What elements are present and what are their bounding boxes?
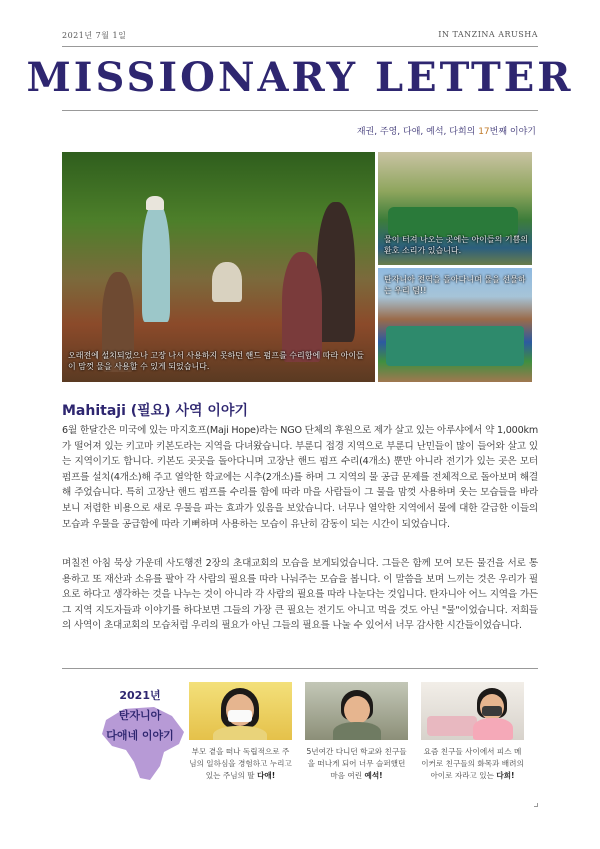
team-photo: [378, 268, 532, 382]
water-celebration-photo: [378, 152, 532, 265]
letter-date: 2021년 7월 1일: [62, 31, 127, 40]
hand-pump-photo: [62, 152, 375, 382]
top-right-caption: 물이 터져 나오는 곳에는 아이들의 기쁨의 환호 소리가 있습니다.: [384, 235, 529, 255]
yeseok-caption-text: 5년여간 다니던 학교와 친구들을 떠나게 되어 너무 슬퍼했던 마음 여린: [306, 747, 407, 780]
section-title: Mahitaji (필요) 사역 이야기: [62, 403, 248, 419]
bottom-divider: [62, 668, 538, 669]
daae-photo: [189, 682, 292, 740]
page-corner-mark: [534, 803, 538, 807]
subtitle-names: 재권, 주영, 다애, 예석, 다희의: [356, 127, 479, 137]
dahee-caption: [421, 746, 524, 782]
letter-location: IN TANZINA ARUSHA: [438, 30, 538, 39]
yeseok-name: 예석!: [364, 771, 383, 780]
dahee-caption-text: 요즘 친구들 사이에서 피스 메이커로 친구들의 화목과 배려의 아이로 자라고 있는: [421, 747, 524, 780]
dahee-name: 다희!: [496, 771, 515, 780]
country-label: 탄자니아: [118, 709, 162, 722]
page-title: MISSIONARY LETTER: [26, 54, 574, 101]
yeseok-photo: [305, 682, 408, 740]
dahee-photo: [421, 682, 524, 740]
top-divider: [62, 46, 538, 47]
year-label: 2021년: [119, 689, 161, 702]
body-paragraph-1: 6월 한달간은 미국에 있는 마지호프(Maji Hope)라는 NGO 단체의 후원으로 제가 살고 있는 아루샤에서 약 1,000km가 떨어져 있는 키고마 키본도라는 지역을 다녀왔습니다. 부룬디 접경 지역으로 부룬디 난민들이 많이 들어와 살고 있는 지역이기도 합니다. 키본도 곳곳을 돌아다니며 고장난 핸드 펌프 수리(4개소) 뿐만 아니라 전기가 있는 곳은 모터 펌프를 설치(4개소)해 주고 열악한 학교에는 시추(2개소)를 하며 그 지역의 물 공급 문제를 전체적으로 돌아보며 해결해 주었습니다. 특히 고장난 핸드 펌프를 수리를 함에 따라 마을 사람들이 그 물을 맘껏 사용하며 웃는 모습들을 바라보니 저렴한 비용으로 새로 우물을 파는 효과가 있음을 보았습니다. 너무나 열악한 지역에서 물에 대한 갈급한 이들의 모습과 우물을 공급함에 따라 기뻐하며 사용하는 모습이 유난히 감동이 되는 시간이 되었습니다.: [62, 425, 538, 530]
daae-caption: [189, 746, 292, 782]
main-photo-caption: 오래전에 설치되었으나 고장 나서 사용하지 못하던 핸드 펌프를 수리함에 따라 아이들이 맘껏 물을 사용할 수 있게 되었습니다.: [68, 351, 364, 371]
daae-name: 다애!: [257, 771, 276, 780]
subtitle-suffix: 번째 이야기: [489, 127, 536, 137]
map-label: [80, 686, 200, 746]
header-bar: [62, 30, 538, 44]
issue-subtitle: [357, 124, 536, 137]
yeseok-caption: [305, 746, 408, 782]
story-label: 다애네 이야기: [106, 729, 174, 742]
body-paragraph-2: 며칠전 아침 묵상 가운데 사도행전 2장의 초대교회의 모습을 보게되었습니다. 그들은 함께 모여 모든 물건을 서로 통용하고 또 재산과 소유를 팔아 각 사람의 필요를 따라 나눠주는 모습을 봅니다. 이 말씀을 보며 느끼는 것은 우리가 필요로 하다고 생각하는 것을 나누는 것이 아니라 각 사람의 필요를 따라 나눈다는 것입니다. 탄자니아 어느 지역을 가든 그 지역 지도자들과 이야기를 하다보면 그들의 가장 큰 필요는 전기도 아니고 먹을 것도 아닌 "물"이었습니다. 저희들의 사역이 초대교회의 모습처럼 우리의 필요가 아닌 그들의 필요를 나눌 수 있어서 너무 감사한 시간들이었습니다.: [62, 558, 538, 632]
issue-number: 17: [478, 127, 490, 137]
title-divider: [62, 110, 538, 111]
photo-collage: [62, 152, 532, 382]
daae-caption-text: 부모 곁을 떠나 독립적으로 주님의 일하심을 경험하고 누리고 있는 주님의 딸: [189, 747, 292, 780]
bottom-right-caption: 탄자니아 전역을 돌아다니며 물을 선물하는 우리 팀!!: [384, 275, 526, 295]
family-stories: [62, 672, 538, 802]
